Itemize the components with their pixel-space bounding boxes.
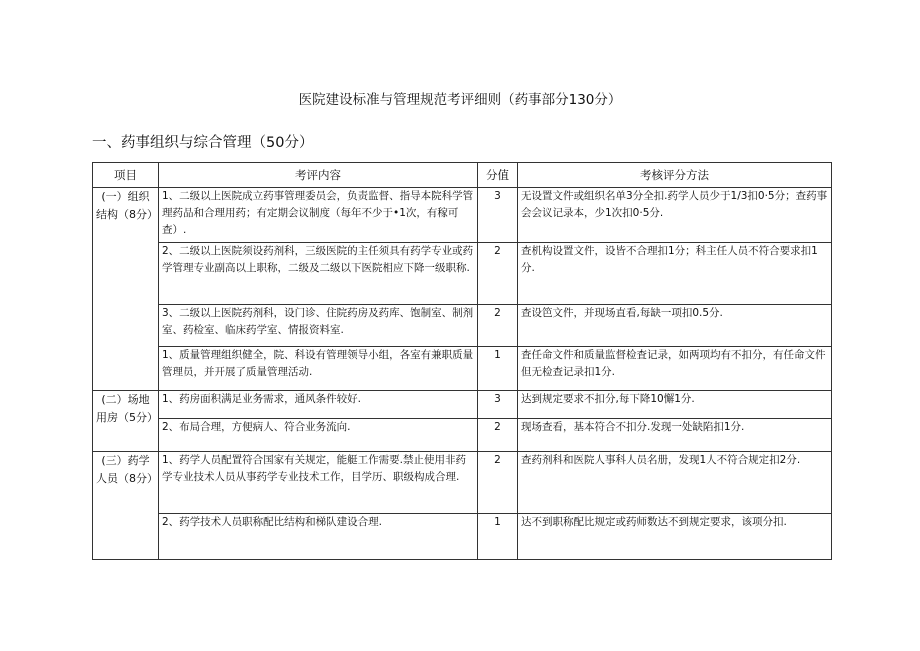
table-row — [93, 452, 832, 514]
item-cell: (一）组织结构（8分） — [93, 188, 159, 391]
table-row — [93, 419, 832, 452]
method-cell: 现场查看，基本符合不扣分.发现一处缺陷扣1分. — [518, 419, 832, 452]
method-cell: 无设置文件或组织名单3分全扣.药学人员少于1/3扣0·5分；查药事会会议记录本，少1次扣0·5分. — [518, 188, 832, 243]
method-cell: 查机构设置文件，设皆不合理扣1分；科主任人员不符合要求扣1分. — [518, 243, 832, 305]
content-cell: 2、二级以上医院须设药剂科，三级医院的主任须具有药学专业或药学管理专业副高以上职称，二级及二级以下医院相应下降一级职称. — [159, 243, 478, 305]
table-row — [93, 391, 832, 419]
header-item: 项目 — [93, 163, 159, 188]
content-cell: 2、布局合理，方便病人、符合业务流向. — [159, 419, 478, 452]
item-cell: (三）药学人员（8分） — [93, 452, 159, 560]
header-method: 考核评分方法 — [518, 163, 832, 188]
method-cell: 查设笆文件，并现场直看,每缺一项扣0.5分. — [518, 305, 832, 347]
content-cell: 3、二级以上医院药剂科，设门诊、住院药房及药库、饱制室、制剂室、药检室、临床药学室、情报资料室. — [159, 305, 478, 347]
table-row — [93, 243, 832, 305]
content-cell: 1、二级以上医院成立药事管理委员会，负责监督、指导本院科学管理药品和合理用药；有定期会议制度（每年不少于•1次，有稼可查）. — [159, 188, 478, 243]
content-cell: 1、药房面积满足业务需求，通风条件较好. — [159, 391, 478, 419]
score-cell: 2 — [478, 419, 518, 452]
score-cell: 3 — [478, 391, 518, 419]
content-cell: 1、质量管理组织健全，院、科设有管理领导小组，各室有兼职质量管理员，并开展了质量管理活动. — [159, 347, 478, 391]
score-cell: 3 — [478, 188, 518, 243]
score-cell: 1 — [478, 347, 518, 391]
score-cell: 2 — [478, 305, 518, 347]
content-cell: 1、药学人员配置符合国家有关规定，能艇工作需要.禁止使用非药学专业技术人员从事药学专业技术工作，目学历、职级构成合理. — [159, 452, 478, 514]
score-cell: 2 — [478, 452, 518, 514]
table-row — [93, 305, 832, 347]
document-title: 医院建设标准与管理规范考评细则（药事部分130分） — [298, 92, 622, 108]
table-row — [93, 347, 832, 391]
section-heading: 一、药事组织与综合管理（50分） — [92, 135, 314, 151]
method-cell: 达到规定要求不扣分,每下降10懈1分. — [518, 391, 832, 419]
score-cell: 1 — [478, 514, 518, 560]
score-cell: 2 — [478, 243, 518, 305]
method-cell: 查药剂科和医院人事科人员名册，发现1人不符合规定扣2分. — [518, 452, 832, 514]
header-score: 分值 — [478, 163, 518, 188]
table-row — [93, 188, 832, 243]
method-cell: 达不到职称配比规定或药师数达不到规定要求，该项分扣. — [518, 514, 832, 560]
table-row — [93, 514, 832, 560]
evaluation-table — [92, 162, 832, 560]
item-cell: (二）场地用房（5分） — [93, 391, 159, 452]
table-header-row — [93, 163, 832, 188]
content-cell: 2、药学技术人员职称配比结构和梯队建设合理. — [159, 514, 478, 560]
method-cell: 査任命文件和质量监督检査记录，如两项均有不扣分，有任命文件但无检查记录扣1分. — [518, 347, 832, 391]
header-content: 考评内容 — [159, 163, 478, 188]
